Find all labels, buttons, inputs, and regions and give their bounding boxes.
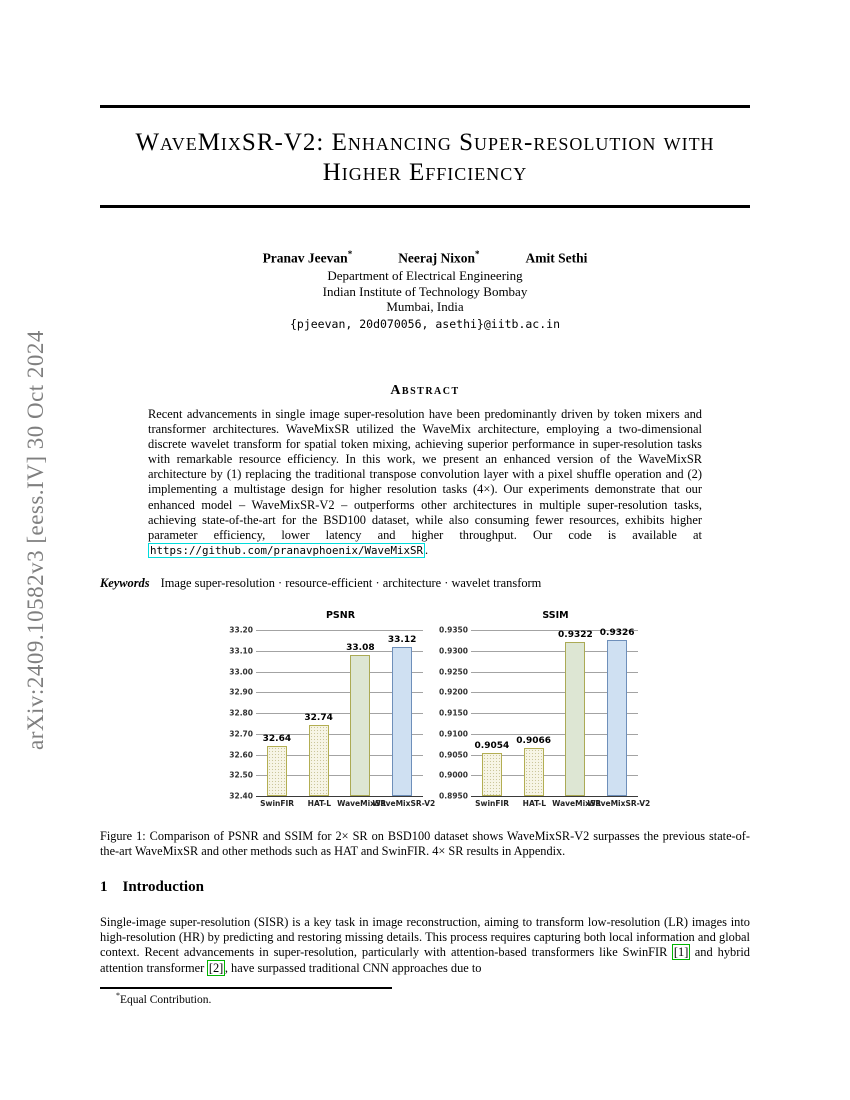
title-line-2: Higher Efficiency (322, 159, 528, 186)
affiliation-location: Mumbai, India (386, 299, 464, 314)
y-tick-label: 0.9050 (439, 750, 468, 759)
footnote-mark: * (116, 991, 120, 1000)
abstract-body-text: Recent advancements in single image super-resolution have been predominantly driven by token mixers and transformer architectures. WaveMixSR utilized the WaveMix architecture, employing a two-dimensional discrete wavelet transform for spatial token mixing, achieving superior performance in super-resolution tasks with remarkable resource efficiency. In this work, we present an enhanced version of the WaveMixSR architecture by (1) replacing the traditional transpose convolution layer with a pixel shuffle operation and (2) implementing a multistage design for higher resolution tasks (4×). Our experiments demonstrate that our enhanced model – WaveMixSR-V2 – outperforms other architectures in multiple super-resolution tasks, achieving state-of-the-art for the BSD100 dataset, while also consuming fewer resources, exhibits higher parameter efficiency, lower latency and higher throughput. Our code is available at (148, 407, 702, 542)
section-1-heading (100, 879, 204, 896)
affiliation-department: Department of Electrical Engineering (327, 268, 523, 283)
psnr-chart-body (229, 625, 423, 801)
author-1: Pranav Jeevan* (262, 249, 353, 266)
citation-2[interactable]: [2] (208, 960, 224, 975)
author-names-row (100, 247, 750, 266)
author-3: Amit Sethi (525, 250, 588, 266)
bar-wavemixsr (350, 655, 370, 796)
y-tick-label: 32.70 (229, 729, 253, 739)
gridline (256, 630, 423, 631)
y-tick-label: 32.40 (229, 791, 253, 801)
x-tick-label: SwinFIR (260, 799, 295, 808)
keywords-line (100, 576, 750, 591)
y-tick-label: 32.60 (229, 750, 253, 759)
x-tick-label: SwinFIR (475, 799, 510, 808)
y-tick-label: 0.9200 (439, 687, 468, 697)
abstract-heading: Abstract (390, 383, 460, 398)
footnote-text: Equal Contribution. (120, 993, 212, 1006)
author-2: Neeraj Nixon* (398, 249, 480, 266)
y-tick-label: 0.9100 (439, 729, 468, 739)
abstract-text (148, 407, 702, 558)
bar-swinfir (482, 753, 502, 796)
intro-text-3: , have surpassed traditional CNN approaches due to (224, 960, 482, 975)
intro-text-1: Single-image super-resolution (SISR) is a key task in image reconstruction, aiming to transform low-resolution (LR) images into high-resolution (HR) by predicting and restoring missing details. This process requires capturing both local information and global context. Recent advancements in super-resolution, particularly with attention-based transformers like SwinFIR (100, 915, 750, 960)
footnote-rule (100, 987, 392, 989)
x-tick-label: HAT-L (307, 799, 332, 808)
x-axis-labels (256, 799, 436, 811)
y-tick-label: 0.8950 (439, 791, 468, 801)
bar-value-label: 0.9054 (474, 740, 510, 751)
title-rule-bottom (100, 205, 750, 208)
figure-1 (220, 610, 651, 818)
plot-area (439, 625, 638, 801)
title-rule-top (100, 105, 750, 108)
arxiv-watermark: arXiv:2409.10582v3 [eess.IV] 30 Oct 2024 (23, 330, 48, 750)
intro-text-2: and hybrid attention transformer (100, 945, 750, 975)
bar-swinfir (267, 746, 287, 796)
plot-area (229, 625, 423, 801)
keywords-label: Keywords (100, 576, 150, 590)
y-tick-label: 0.9250 (439, 667, 468, 676)
y-tick-label: 0.9150 (439, 708, 468, 718)
x-tick-label: WaveMixSR-V2 (372, 799, 436, 808)
keywords-text: Image super-resolution · resource-efficient · architecture · wavelet transform (160, 576, 542, 590)
footnote (100, 991, 211, 1006)
ssim-chart (435, 610, 651, 818)
page-title (100, 128, 750, 188)
y-tick-label: 32.50 (229, 770, 253, 780)
bar-value-label: 32.74 (304, 713, 333, 724)
section-title: Introduction (122, 879, 204, 895)
author-emails: {pjeevan, 20d070056, asethi}@iitb.ac.in (289, 316, 561, 331)
bar-wavemixsr-v2 (392, 647, 412, 796)
ssim-chart-title: SSIM (542, 610, 569, 621)
bar-hat-l (524, 748, 544, 796)
section-number: 1 (100, 879, 108, 895)
bar-value-label: 0.9322 (558, 629, 593, 640)
citation-1[interactable]: [1] (673, 945, 689, 960)
affiliation-institution: Indian Institute of Technology Bombay (322, 283, 528, 299)
x-axis-labels (471, 799, 651, 811)
bar-wavemixsr (565, 642, 585, 796)
bar-hat-l (309, 725, 329, 796)
y-tick-label: 0.9300 (439, 646, 468, 656)
bar-value-label: 32.64 (262, 734, 292, 745)
bar-value-label: 33.08 (346, 642, 375, 653)
y-tick-label: 33.10 (229, 646, 253, 656)
bar-value-label: 0.9326 (599, 627, 635, 638)
y-tick-label: 32.90 (229, 687, 253, 697)
y-tick-label: 0.9000 (439, 770, 468, 780)
x-tick-label: WaveMixSR (552, 799, 602, 808)
x-tick-label: WaveMixSR (337, 799, 387, 808)
y-tick-label: 32.80 (229, 708, 253, 718)
y-tick-label: 33.20 (229, 625, 253, 635)
title-line-1: WaveMixSR-V2: Enhancing Super-resolution with (135, 129, 715, 156)
figure-caption: Figure 1: Comparison of PSNR and SSIM for 2× SR on BSD100 dataset shows WaveMixSR-V2 surpasses the previous state-of-the-art WaveMixSR and other methods such as HAT and SwinFIR. 4× SR results in Appendix. (100, 829, 750, 858)
y-tick-label: 33.00 (229, 667, 253, 676)
github-link[interactable]: https://github.com/pranavphoenix/WaveMixSR (150, 543, 424, 557)
ssim-chart-body (439, 625, 638, 801)
psnr-chart-title: PSNR (325, 610, 356, 621)
authors-block (100, 247, 750, 332)
x-tick-label: WaveMixSR-V2 (587, 799, 651, 808)
psnr-chart (220, 610, 436, 818)
bar-value-label: 0.9066 (516, 735, 551, 746)
abstract-body-end: . (425, 542, 429, 557)
bar-wavemixsr-v2 (607, 640, 627, 796)
y-tick-label: 0.9350 (439, 625, 468, 635)
author-2-mark: * (475, 249, 480, 259)
bar-value-label: 33.12 (387, 634, 417, 645)
author-1-mark: * (347, 249, 353, 259)
introduction-paragraph (100, 915, 750, 976)
x-tick-label: HAT-L (522, 799, 547, 808)
